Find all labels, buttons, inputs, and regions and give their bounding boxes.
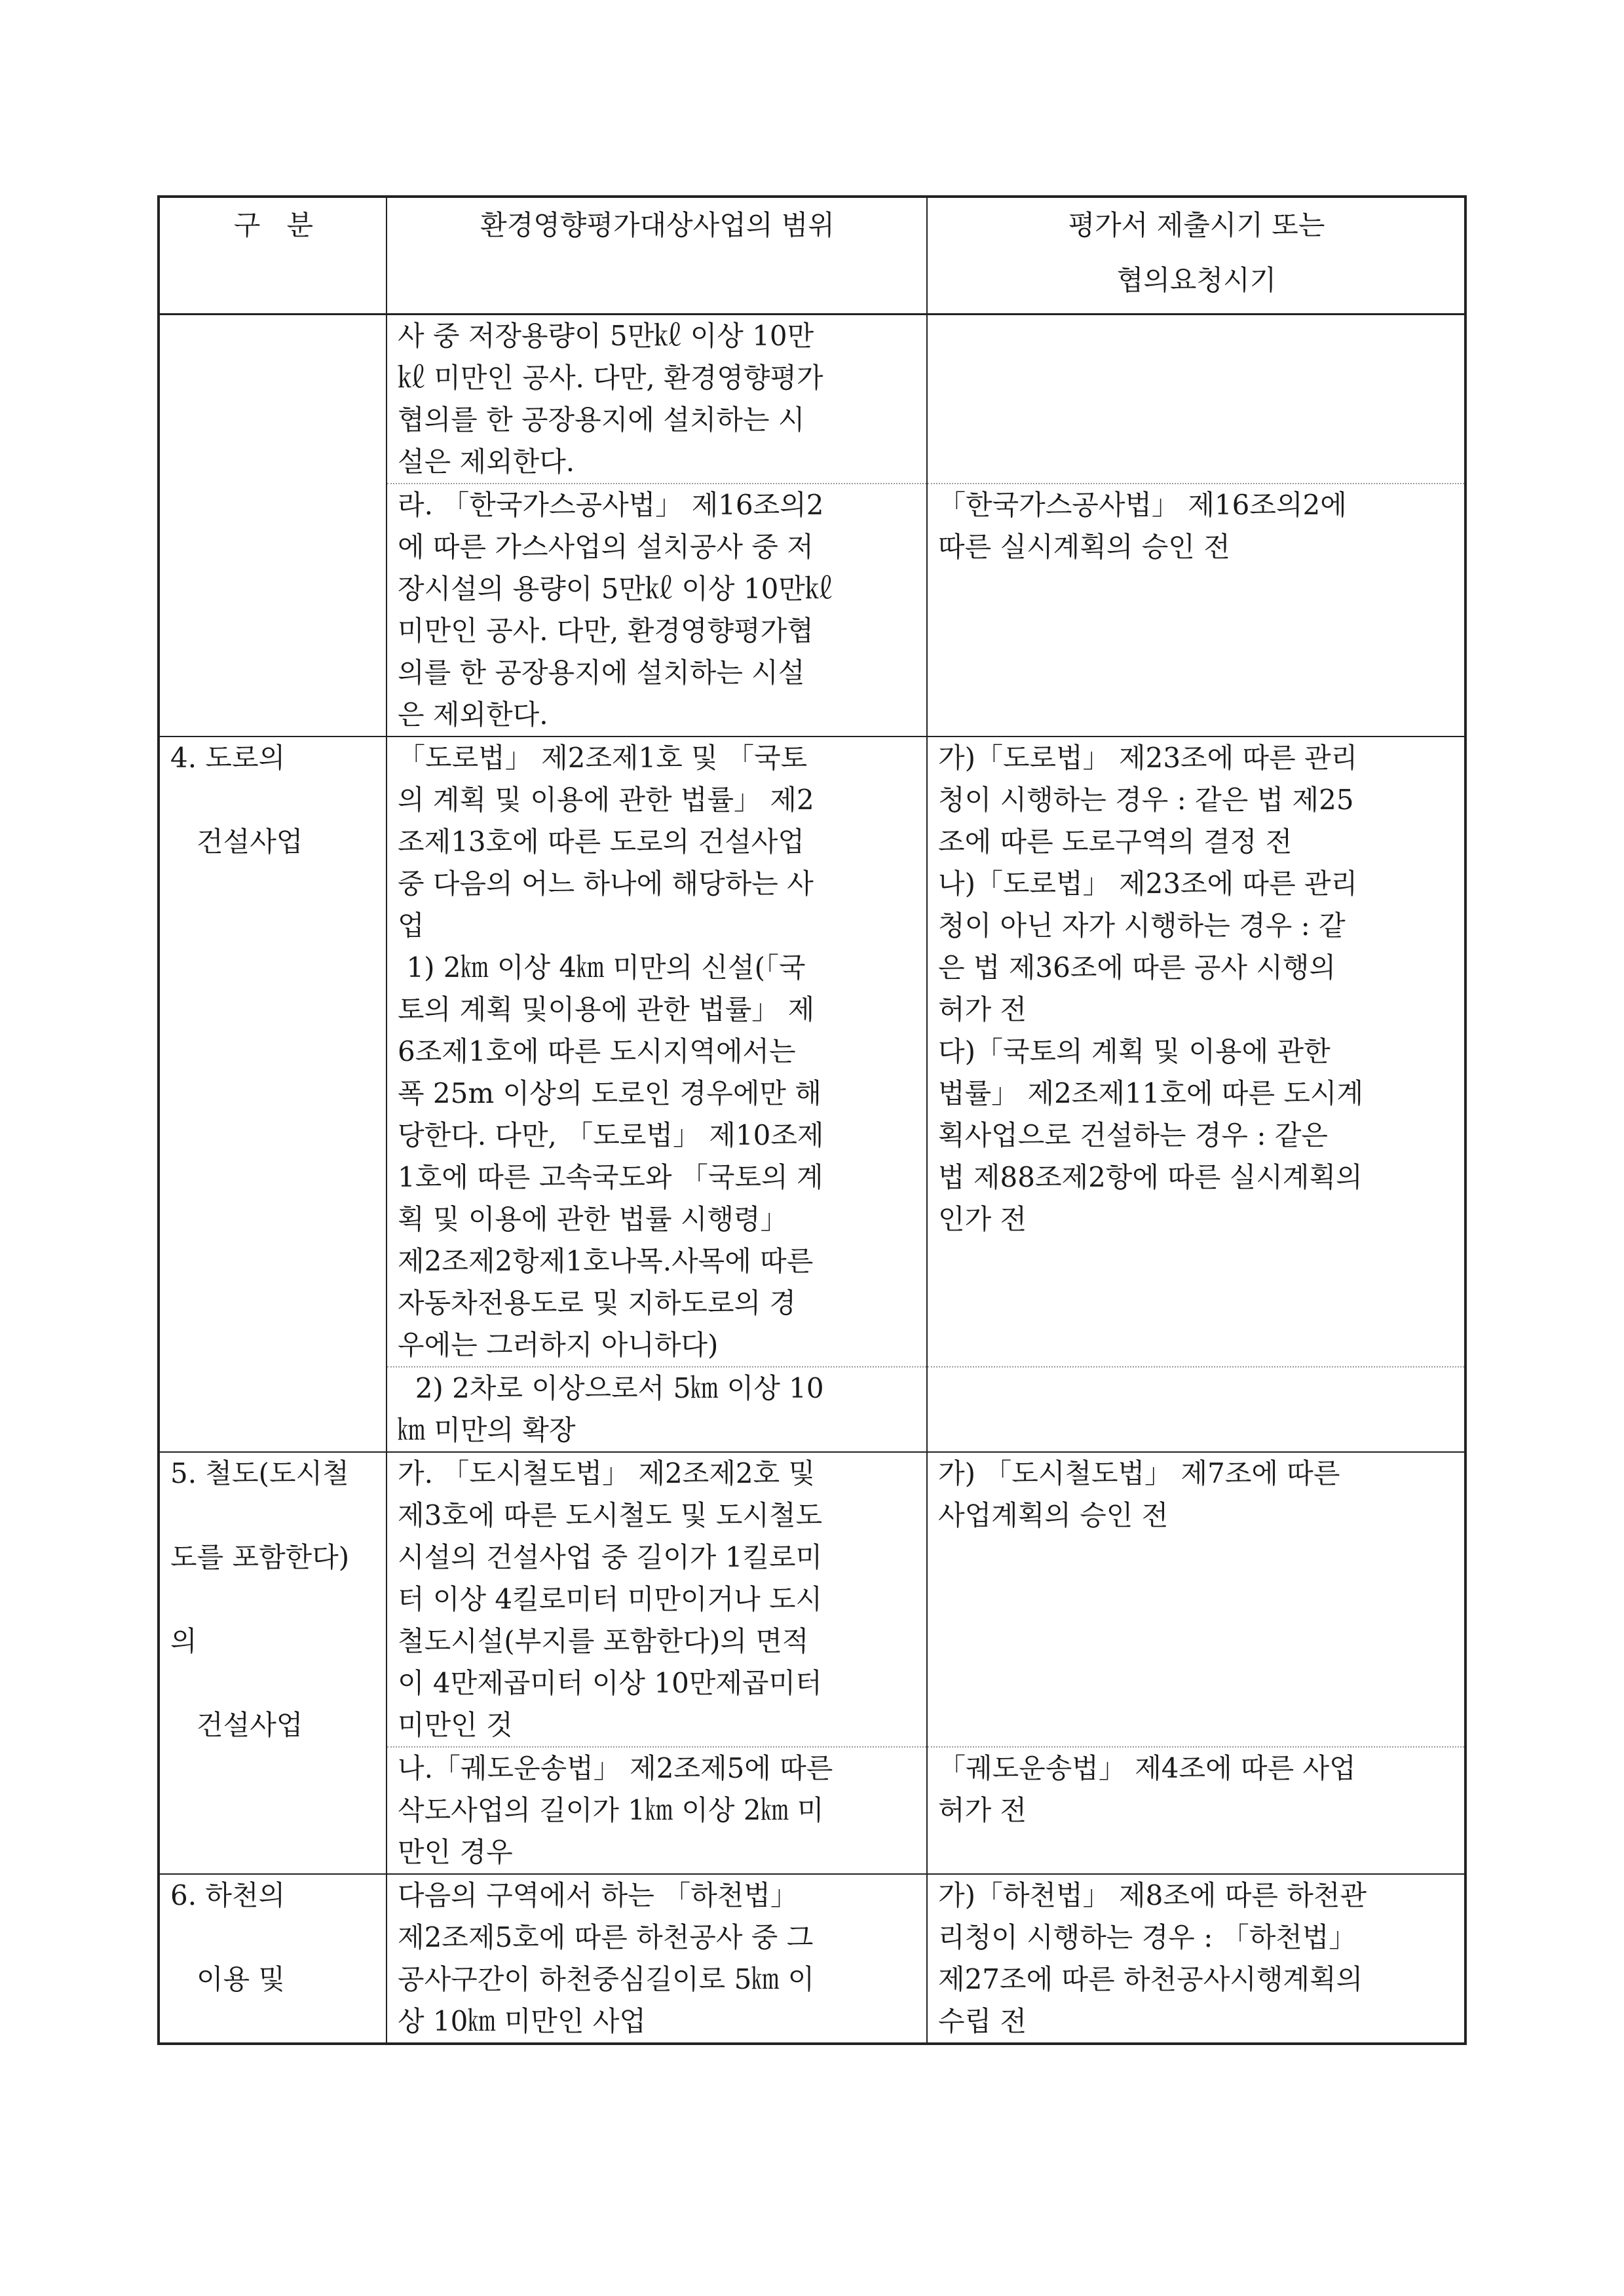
text-line: 제2조제5호에 따른 하천공사 중 그 <box>398 1921 814 1953</box>
text-line: 우에는 그러하지 아니하다) <box>398 1329 719 1361</box>
category-cell <box>159 1874 387 2044</box>
text-line: 제3호에 따른 도시철도 및 도시철도 <box>398 1499 823 1531</box>
text-line: 인가 전 <box>938 1203 1027 1235</box>
text-line: 법 제88조제2항에 따른 실시계획의 <box>938 1161 1363 1193</box>
scope-cell <box>387 737 927 1367</box>
text-line: 제2조제2항제1호나목.사목에 따른 <box>398 1245 814 1277</box>
text-line: 설은 제외한다. <box>398 446 575 478</box>
text-line: 사 중 저장용량이 5만㎘ 이상 10만 <box>398 320 814 352</box>
header-category: 구 분 <box>159 197 387 315</box>
text-line: 「궤도운송법」 제4조에 따른 사업 <box>938 1752 1356 1784</box>
text-line: 6조제1호에 따른 도시지역에서는 <box>398 1035 796 1067</box>
text-line: 만인 경우 <box>398 1836 513 1868</box>
text-line: 따른 실시계획의 승인 전 <box>938 531 1230 563</box>
text-line: 1호에 따른 고속국도와 「국토의 계 <box>398 1161 823 1193</box>
text-line: 법률」 제2조제11호에 따른 도시계 <box>938 1077 1364 1109</box>
text-line: 건설사업 <box>170 826 303 858</box>
timing-cell <box>927 1874 1465 2044</box>
table-header-row <box>159 197 1465 315</box>
text-line: 업 <box>398 909 425 942</box>
table-row <box>159 484 1465 737</box>
text-line: 6. 하천의 <box>170 1879 286 1911</box>
text-line: 폭 25m 이상의 도로인 경우에만 해 <box>398 1077 821 1109</box>
header-scope: 환경영향평가대상사업의 범위 <box>387 197 927 315</box>
scope-cell <box>387 484 927 737</box>
text-line: ㎞ 미만의 확장 <box>398 1414 576 1446</box>
text-line: 자동차전용도로 및 지하도로의 경 <box>398 1287 797 1319</box>
timing-cell <box>927 315 1465 484</box>
text-line: 토의 계획 및이용에 관한 법률」 제 <box>398 993 815 1025</box>
text-line: 삭도사업의 길이가 1㎞ 이상 2㎞ 미 <box>398 1794 824 1826</box>
timing-cell <box>927 1452 1465 1747</box>
scope-cell <box>387 1874 927 2044</box>
timing-cell <box>927 1367 1465 1452</box>
scope-cell <box>387 315 927 484</box>
scope-cell <box>387 1452 927 1747</box>
text-line: 장시설의 용량이 5만㎘ 이상 10만㎘ <box>398 573 833 605</box>
text-line: 중 다음의 어느 하나에 해당하는 사 <box>398 868 814 900</box>
text-line: 다음의 구역에서 하는 「하천법」 <box>398 1879 798 1911</box>
text-line: 가)「하천법」 제8조에 따른 하천관 <box>938 1879 1367 1911</box>
text-line: 가)「도로법」 제23조에 따른 관리 <box>938 742 1358 774</box>
text-line: 획사업으로 건설하는 경우 : 같은 <box>938 1119 1328 1151</box>
text-line: 조에 따른 도로구역의 결정 전 <box>938 826 1293 858</box>
text-line: 공사구간이 하천중심길이로 5㎞ 이 <box>398 1963 815 1995</box>
category-cell <box>159 1452 387 1874</box>
text-line <box>170 1495 377 1537</box>
category-cell <box>159 737 387 1452</box>
text-line: 4. 도로의 <box>170 742 286 774</box>
text-line: 수립 전 <box>938 2005 1027 2037</box>
scope-cell <box>387 1367 927 1452</box>
text-line: 철도시설(부지를 포함한다)의 면적 <box>398 1625 809 1657</box>
text-line: 리청이 시행하는 경우 : 「하천법」 <box>938 1921 1357 1953</box>
table-row <box>159 315 1465 484</box>
text-line: 사업계획의 승인 전 <box>938 1499 1169 1531</box>
timing-cell <box>927 484 1465 737</box>
text-line: 도를 포함한다) <box>170 1541 350 1573</box>
text-line: 건설사업 <box>170 1709 303 1741</box>
text-line: 당한다. 다만, 「도로법」 제10조제 <box>398 1119 824 1151</box>
text-line: 미만인 공사. 다만, 환경영향평가협 <box>398 615 814 647</box>
timing-cell <box>927 1747 1465 1874</box>
category-cell <box>159 484 387 737</box>
text-line: 의 <box>170 1625 197 1657</box>
text-line: 터 이상 4킬로미터 미만이거나 도시 <box>398 1583 823 1615</box>
header-timing: 평가서 제출시기 또는 협의요청시기 <box>927 197 1465 315</box>
table-row <box>159 737 1465 1367</box>
text-line <box>170 1662 377 1704</box>
text-line: 가) 「도시철도법」 제7조에 따른 <box>938 1457 1340 1489</box>
text-line: 허가 전 <box>938 993 1027 1025</box>
text-line: 이 4만제곱미터 이상 10만제곱미터 <box>398 1667 822 1699</box>
text-line: 「한국가스공사법」 제16조의2에 <box>938 489 1347 521</box>
text-line: 「도로법」 제2조제1호 및 「국토 <box>398 742 808 774</box>
table-row <box>159 1874 1465 2044</box>
text-line: 1) 2㎞ 이상 4㎞ 미만의 신설(「국 <box>398 951 806 984</box>
text-line: 허가 전 <box>938 1794 1027 1826</box>
text-line: ㎘ 미만인 공사. 다만, 환경영향평가 <box>398 362 823 394</box>
text-line: 제27조에 따른 하천공사시행계획의 <box>938 1963 1363 1995</box>
text-line: 청이 시행하는 경우 : 같은 법 제25 <box>938 784 1354 816</box>
text-line: 라. 「한국가스공사법」 제16조의2 <box>398 489 824 521</box>
text-line: 은 법 제36조에 따른 공사 시행의 <box>938 951 1336 984</box>
text-line: 청이 아닌 자가 시행하는 경우 : 같 <box>938 909 1346 942</box>
text-line: 나)「도로법」 제23조에 따른 관리 <box>938 868 1358 900</box>
text-line <box>170 1917 377 1959</box>
text-line <box>170 779 377 821</box>
text-line: 나.「궤도운송법」 제2조제5에 따른 <box>398 1752 833 1784</box>
table-row <box>159 1452 1465 1747</box>
assessment-table <box>157 195 1467 2045</box>
text-line: 가. 「도시철도법」 제2조제2호 및 <box>398 1457 816 1489</box>
text-line: 획 및 이용에 관한 법률 시행령」 <box>398 1203 788 1235</box>
text-line: 상 10㎞ 미만인 사업 <box>398 2005 646 2037</box>
category-cell <box>159 315 387 484</box>
text-line: 미만인 것 <box>398 1709 513 1741</box>
scope-cell <box>387 1747 927 1874</box>
text-line: 은 제외한다. <box>398 698 548 731</box>
text-line: 다)「국토의 계획 및 이용에 관한 <box>938 1035 1331 1067</box>
text-line <box>170 1578 377 1620</box>
text-line: 에 따른 가스사업의 설치공사 중 저 <box>398 531 814 563</box>
text-line: 이용 및 <box>170 1963 286 1995</box>
timing-cell <box>927 737 1465 1367</box>
text-line: 의를 한 공장용지에 설치하는 시설 <box>398 657 805 689</box>
text-line: 협의를 한 공장용지에 설치하는 시 <box>398 404 805 436</box>
text-line: 시설의 건설사업 중 길이가 1킬로미 <box>398 1541 823 1573</box>
text-line: 조제13호에 따른 도로의 건설사업 <box>398 826 804 858</box>
text-line: 의 계획 및 이용에 관한 법률」 제2 <box>398 784 814 816</box>
text-line: 2) 2차로 이상으로서 5㎞ 이상 10 <box>398 1372 824 1404</box>
text-line: 5. 철도(도시철 <box>170 1457 349 1489</box>
